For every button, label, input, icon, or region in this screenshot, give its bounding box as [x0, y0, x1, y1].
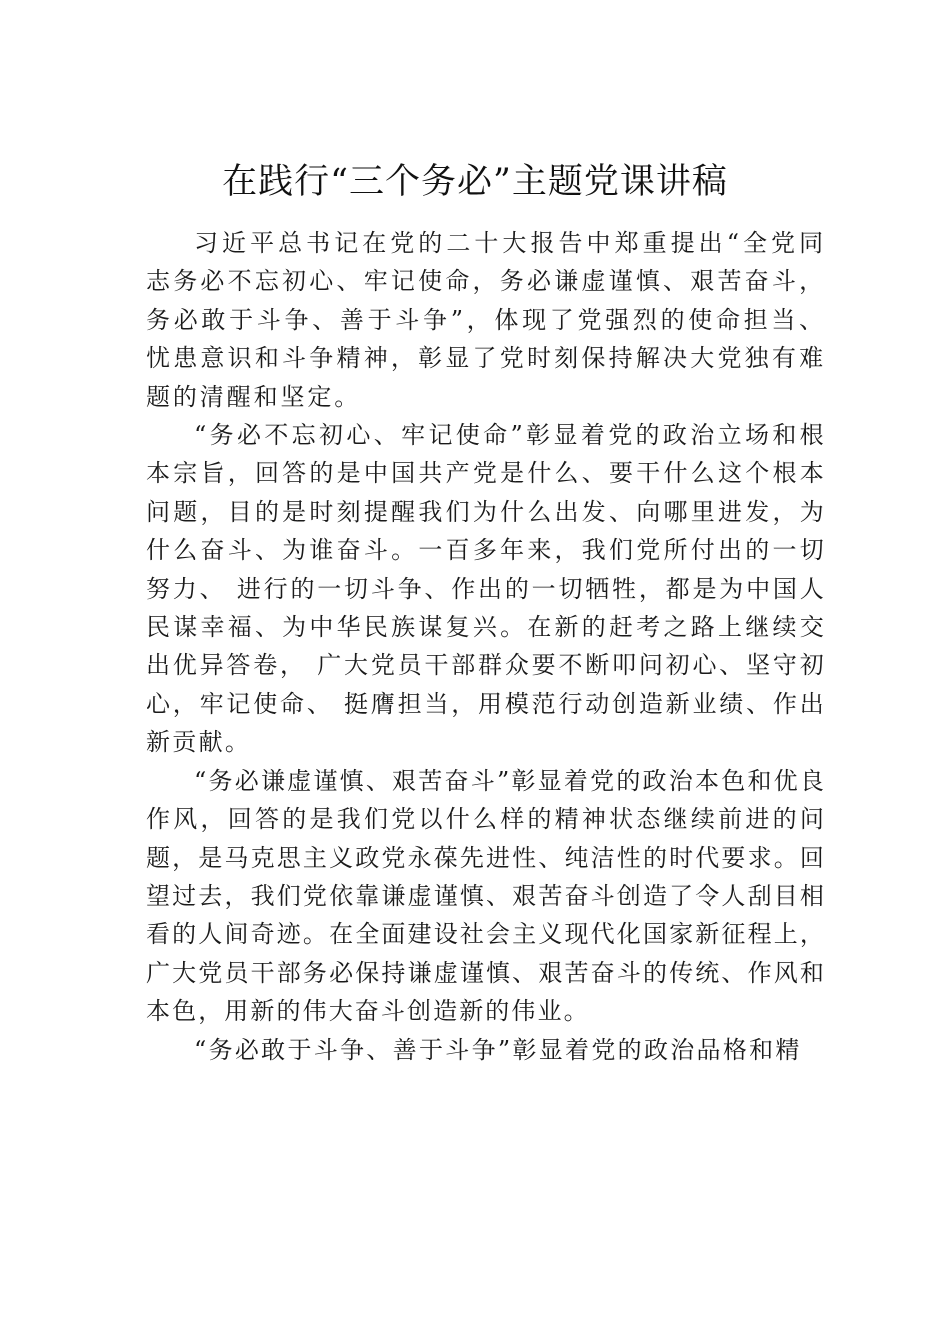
- document-title: 在践行“三个务必”主题党课讲稿: [222, 162, 728, 202]
- paragraph-4: “务必敢于斗争、善于斗争”彰显着党的政治品格和精: [194, 1035, 802, 1064]
- paragraph-1: 习近平总书记在党的二十大报告中郑重提出“全党同志务必不忘初心、牢记使命，务必谦虚谨慎、艰苦奋斗，务必敢于斗争、善于斗争”，体现了党强烈的使命担当、忧患意识和斗争精神，彰显了党时刻保持解决大党独有难题的清醒和坚定。: [146, 229, 826, 411]
- paragraph-3: “务必谦虚谨慎、艰苦奋斗”彰显着党的政治本色和优良作风，回答的是我们党以什么样的精神状态继续前进的问题，是马克思主义政党永葆先进性、纯洁性的时代要求。回望过去，我们党依靠谦虚谨慎、艰苦奋斗创造了令人刮目相看的人间奇迹。在全面建设社会主义现代化国家新征程上， 广大党员干部务必保持谦虚谨慎、艰苦奋斗的传统、作风和本色，用新的伟大奋斗创造新的伟业。: [146, 766, 826, 1026]
- paragraph-2: “务必不忘初心、牢记使命”彰显着党的政治立场和根本宗旨，回答的是中国共产党是什么、要干什么这个根本问题，目的是时刻提醒我们为什么出发、向哪里进发，为什么奋斗、为谁奋斗。一百多年来，我们党所付出的一切努力、 进行的一切斗争、作出的一切牺牲，都是为中国人民谋幸福、为中华民族谋复兴。在新的赶考之路上继续交出优异答卷， 广大党员干部群众要不断叩问初心、坚守初心，牢记使命、 挺膺担当，用模范行动创造新业绩、作出新贡献。: [146, 421, 826, 757]
- document-body: [146, 224, 826, 1069]
